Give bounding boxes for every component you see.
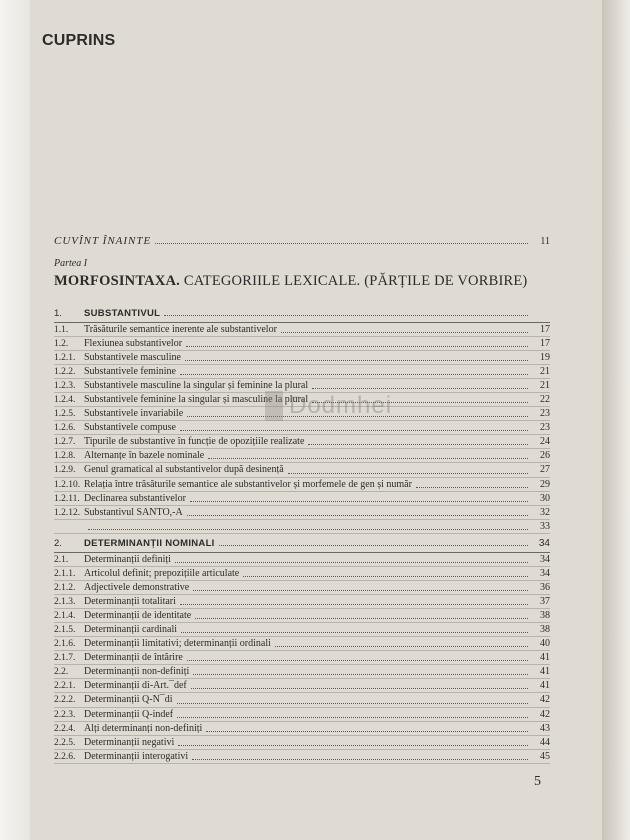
toc-entry	[54, 651, 550, 665]
toc-entry-number: 1.2.6.	[54, 423, 76, 434]
page-left-margin	[0, 0, 30, 840]
toc-entry-text: Alternanțe în bazele nominale	[84, 450, 205, 462]
section-label: DETERMINANȚII NOMINALI	[84, 538, 215, 549]
leader-dots	[181, 631, 528, 633]
toc-entry	[54, 736, 550, 750]
toc-entry	[54, 679, 550, 693]
leader-dots	[288, 472, 528, 474]
toc-entry-page: 17	[540, 324, 550, 335]
toc-entry-page: 44	[540, 736, 550, 748]
toc-entry-text: Determinanții de identitate	[84, 610, 192, 622]
toc-entry-intro	[54, 235, 550, 247]
leader-dots	[180, 603, 528, 605]
watermark-logo-icon	[265, 391, 283, 421]
toc-entry	[54, 553, 550, 567]
toc-entry-number: 1.2.8.	[54, 451, 76, 462]
toc-entry-text: Substantivele compuse	[84, 422, 176, 434]
toc-entry-page: 33	[540, 520, 550, 532]
toc-entry-page: 23	[540, 408, 550, 420]
leader-dots	[180, 373, 528, 375]
toc-entry-page: 41	[540, 680, 550, 692]
section-heading	[54, 538, 550, 553]
toc-entry-page: 38	[540, 610, 550, 622]
toc-entry-page: 21	[540, 380, 550, 392]
toc-entry-number: 1.2.11.	[54, 493, 80, 504]
toc-entry-text: Flexiunea substantivelor	[84, 338, 183, 350]
toc-entry-text: Determinanții di-Art.¯def	[84, 680, 187, 692]
toc-entry-page: 37	[540, 596, 550, 608]
leader-dots	[177, 702, 528, 704]
toc-entry-page: 34	[540, 568, 550, 580]
section-number: 1.	[54, 308, 62, 319]
toc-entry-text: Substantivele invariabile	[84, 408, 184, 420]
section-label: SUBSTANTIVUL	[84, 308, 161, 319]
toc-entry-number: 1.2.	[54, 339, 69, 350]
toc-entry-number: 2.2.1.	[54, 681, 76, 692]
toc-entry-text: Adjectivele demonstrative	[84, 582, 190, 594]
toc-entry-text: Declinarea substantivelor	[84, 492, 186, 504]
toc-entry-text: Substantivul SANTO,-A	[84, 506, 183, 518]
toc-entry-text: Tipurile de substantive în funcție de opozițiile realizate	[84, 436, 305, 448]
toc-entry-number: 2.2.	[54, 667, 69, 678]
section-page: 34	[538, 538, 550, 549]
toc-entry	[54, 595, 550, 609]
toc-entry	[54, 478, 550, 492]
toc-section-determinantii	[54, 538, 550, 764]
toc-entry-number: 1.2.7.	[54, 437, 76, 448]
toc-entry-text: Substantivele masculine la singular și feminine la plural	[84, 380, 309, 392]
toc-entry-page: 23	[540, 422, 550, 434]
toc-entry-page: 19	[540, 352, 550, 364]
toc-entry-page: 22	[540, 394, 550, 406]
toc-entry-number: 2.1.6.	[54, 639, 76, 650]
leader-dots	[187, 659, 528, 661]
toc-entry-label: CUVÎNT ÎNAINTE	[54, 235, 152, 247]
toc-entry-number: 1.2.4.	[54, 395, 76, 406]
toc-entry	[54, 750, 550, 764]
toc-entry-number: 2.1.1.	[54, 569, 76, 580]
toc-entry-page: 38	[540, 624, 550, 636]
leader-dots	[191, 687, 528, 689]
toc-entry	[54, 567, 550, 581]
leader-dots	[155, 242, 528, 244]
leader-dots	[416, 486, 528, 488]
toc-entry	[54, 323, 550, 337]
toc-entry-number: 1.2.2.	[54, 367, 76, 378]
toc-entry-number: 2.1.7.	[54, 653, 76, 664]
toc-entry-page: 26	[540, 450, 550, 462]
toc-entry-number: 2.1.4.	[54, 611, 76, 622]
leader-dots	[208, 457, 528, 459]
toc-entry-page: 32	[540, 506, 550, 518]
toc-entry-text: Determinanții interogativi	[84, 750, 189, 762]
leader-dots	[177, 716, 528, 718]
toc-entry	[54, 463, 550, 477]
part-title	[54, 273, 554, 290]
toc-entry-text: Determinanții Q-indef	[84, 708, 174, 720]
page-number: 5	[534, 774, 541, 789]
toc-entry-text: Genul gramatical al substantivelor după desinență	[84, 464, 284, 476]
leader-dots	[193, 589, 528, 591]
toc-entry-text: Trăsăturile semantice inerente ale substantivelor	[84, 324, 277, 335]
toc-entry-page: 41	[540, 666, 550, 678]
toc-entry-number: 1.2.10.	[54, 479, 81, 490]
leader-dots	[193, 673, 528, 675]
toc-entry-text: Determinanții totalitari	[84, 596, 176, 608]
toc-entry	[54, 722, 550, 736]
toc-entry-text: Determinanții cardinali	[84, 624, 178, 636]
leader-dots	[178, 744, 528, 746]
leader-dots	[243, 575, 528, 577]
toc-entry-page: 30	[540, 492, 550, 504]
toc-entry-page: 42	[540, 708, 550, 720]
watermark-text: Dodmhei	[289, 392, 393, 419]
watermark	[265, 388, 393, 424]
toc-entry-page: 17	[540, 338, 550, 350]
toc-entry-number: 1.1.	[54, 325, 69, 335]
toc-entry-page: 34	[540, 554, 550, 565]
toc-entry-page: 27	[540, 464, 550, 476]
leader-dots	[192, 758, 528, 760]
leader-dots	[206, 730, 528, 732]
toc-entry	[54, 365, 550, 379]
toc-entry-page: 29	[540, 478, 550, 490]
toc-entry-number: 2.1.3.	[54, 597, 76, 608]
toc-entry-text: Relația între trăsăturile semantice ale substantivelor și morfemele de gen și număr	[84, 478, 412, 490]
toc-entry-text: Substantivele feminine la singular și masculine la plural	[84, 394, 309, 406]
toc-entry	[54, 581, 550, 595]
page-title: CUPRINS	[42, 32, 116, 49]
toc-entry-number: 2.2.4.	[54, 723, 76, 734]
toc-entry-number: 1.2.12.	[54, 507, 81, 518]
toc-entry	[54, 708, 550, 722]
toc-entry-page: 45	[540, 750, 550, 762]
leader-dots	[180, 429, 528, 431]
toc-entry-text: Articolul definit; prepozițiile articulate	[84, 568, 240, 580]
toc-entry-list	[54, 323, 550, 534]
toc-entry-page: 40	[540, 638, 550, 650]
toc-entry	[54, 693, 550, 707]
leader-dots	[164, 314, 528, 316]
toc-entry-text: Substantivele masculine	[84, 352, 181, 364]
toc-entry	[54, 665, 550, 679]
toc-entry	[54, 520, 550, 534]
section-number: 2.	[54, 538, 62, 549]
toc-entry	[54, 337, 550, 351]
toc-entry-number: 2.2.6.	[54, 751, 76, 762]
toc-entry-number: 2.1.5.	[54, 625, 76, 636]
leader-dots	[185, 359, 528, 361]
toc-entry-page: 43	[540, 722, 550, 734]
toc-entry-number: 2.2.5.	[54, 737, 76, 748]
toc-entry-text: Determinanții Q-N¯di	[84, 694, 173, 706]
toc-entry-page: 11	[540, 236, 550, 247]
toc-entry	[54, 492, 550, 506]
toc-entry-page: 21	[540, 366, 550, 378]
part-label: Partea I	[54, 258, 88, 269]
toc-entry-text: Determinanții de întărire	[84, 652, 183, 664]
toc-entry-number: 1.2.5.	[54, 409, 76, 420]
part-title-rest: CATEGORIILE LEXICALE. (PĂRȚILE DE VORBIRE)	[183, 273, 528, 289]
leader-dots	[88, 528, 528, 530]
toc-entry-text: Alți determinanți non-definiți	[84, 722, 203, 734]
toc-entry-number: 2.2.3.	[54, 709, 76, 720]
page-right-edge	[602, 0, 630, 840]
section-heading	[54, 308, 550, 323]
toc-entry	[54, 435, 550, 449]
toc-entry	[54, 351, 550, 365]
toc-entry-page: 36	[540, 582, 550, 594]
toc-entry-list	[54, 553, 550, 764]
toc-entry-number: 2.2.2.	[54, 695, 76, 706]
toc-entry-number: 1.2.3.	[54, 381, 76, 392]
toc-entry-text: Determinanții negativi	[84, 736, 175, 748]
toc-entry-page: 41	[540, 652, 550, 664]
toc-entry-page: 42	[540, 694, 550, 706]
toc-entry-text: Determinanții limitativi; determinanții ordinali	[84, 638, 271, 650]
toc-entry	[54, 506, 550, 520]
toc-entry-number: 2.1.	[54, 555, 69, 565]
leader-dots	[219, 544, 528, 546]
toc-entry-number: 1.2.1.	[54, 353, 76, 364]
leader-dots	[186, 345, 528, 347]
part-title-bold: MORFOSINTAXA.	[54, 273, 180, 289]
leader-dots	[195, 617, 528, 619]
toc-entry	[54, 449, 550, 463]
toc-entry-page: 24	[540, 436, 550, 448]
toc-entry	[54, 623, 550, 637]
toc-entry-text: Determinanții definiți	[84, 554, 171, 565]
toc-entry-number: 2.1.2.	[54, 583, 76, 594]
toc-entry	[54, 609, 550, 623]
leader-dots	[308, 443, 528, 445]
toc-entry	[54, 637, 550, 651]
leader-dots	[275, 645, 528, 647]
leader-dots	[175, 561, 528, 563]
leader-dots	[187, 514, 528, 516]
leader-dots	[281, 331, 528, 333]
toc-entry-text: Substantivele feminine	[84, 366, 176, 378]
toc-entry-text: Determinanții non-definiți	[84, 666, 190, 678]
toc-entry-number: 1.2.9.	[54, 465, 76, 476]
leader-dots	[190, 500, 528, 502]
